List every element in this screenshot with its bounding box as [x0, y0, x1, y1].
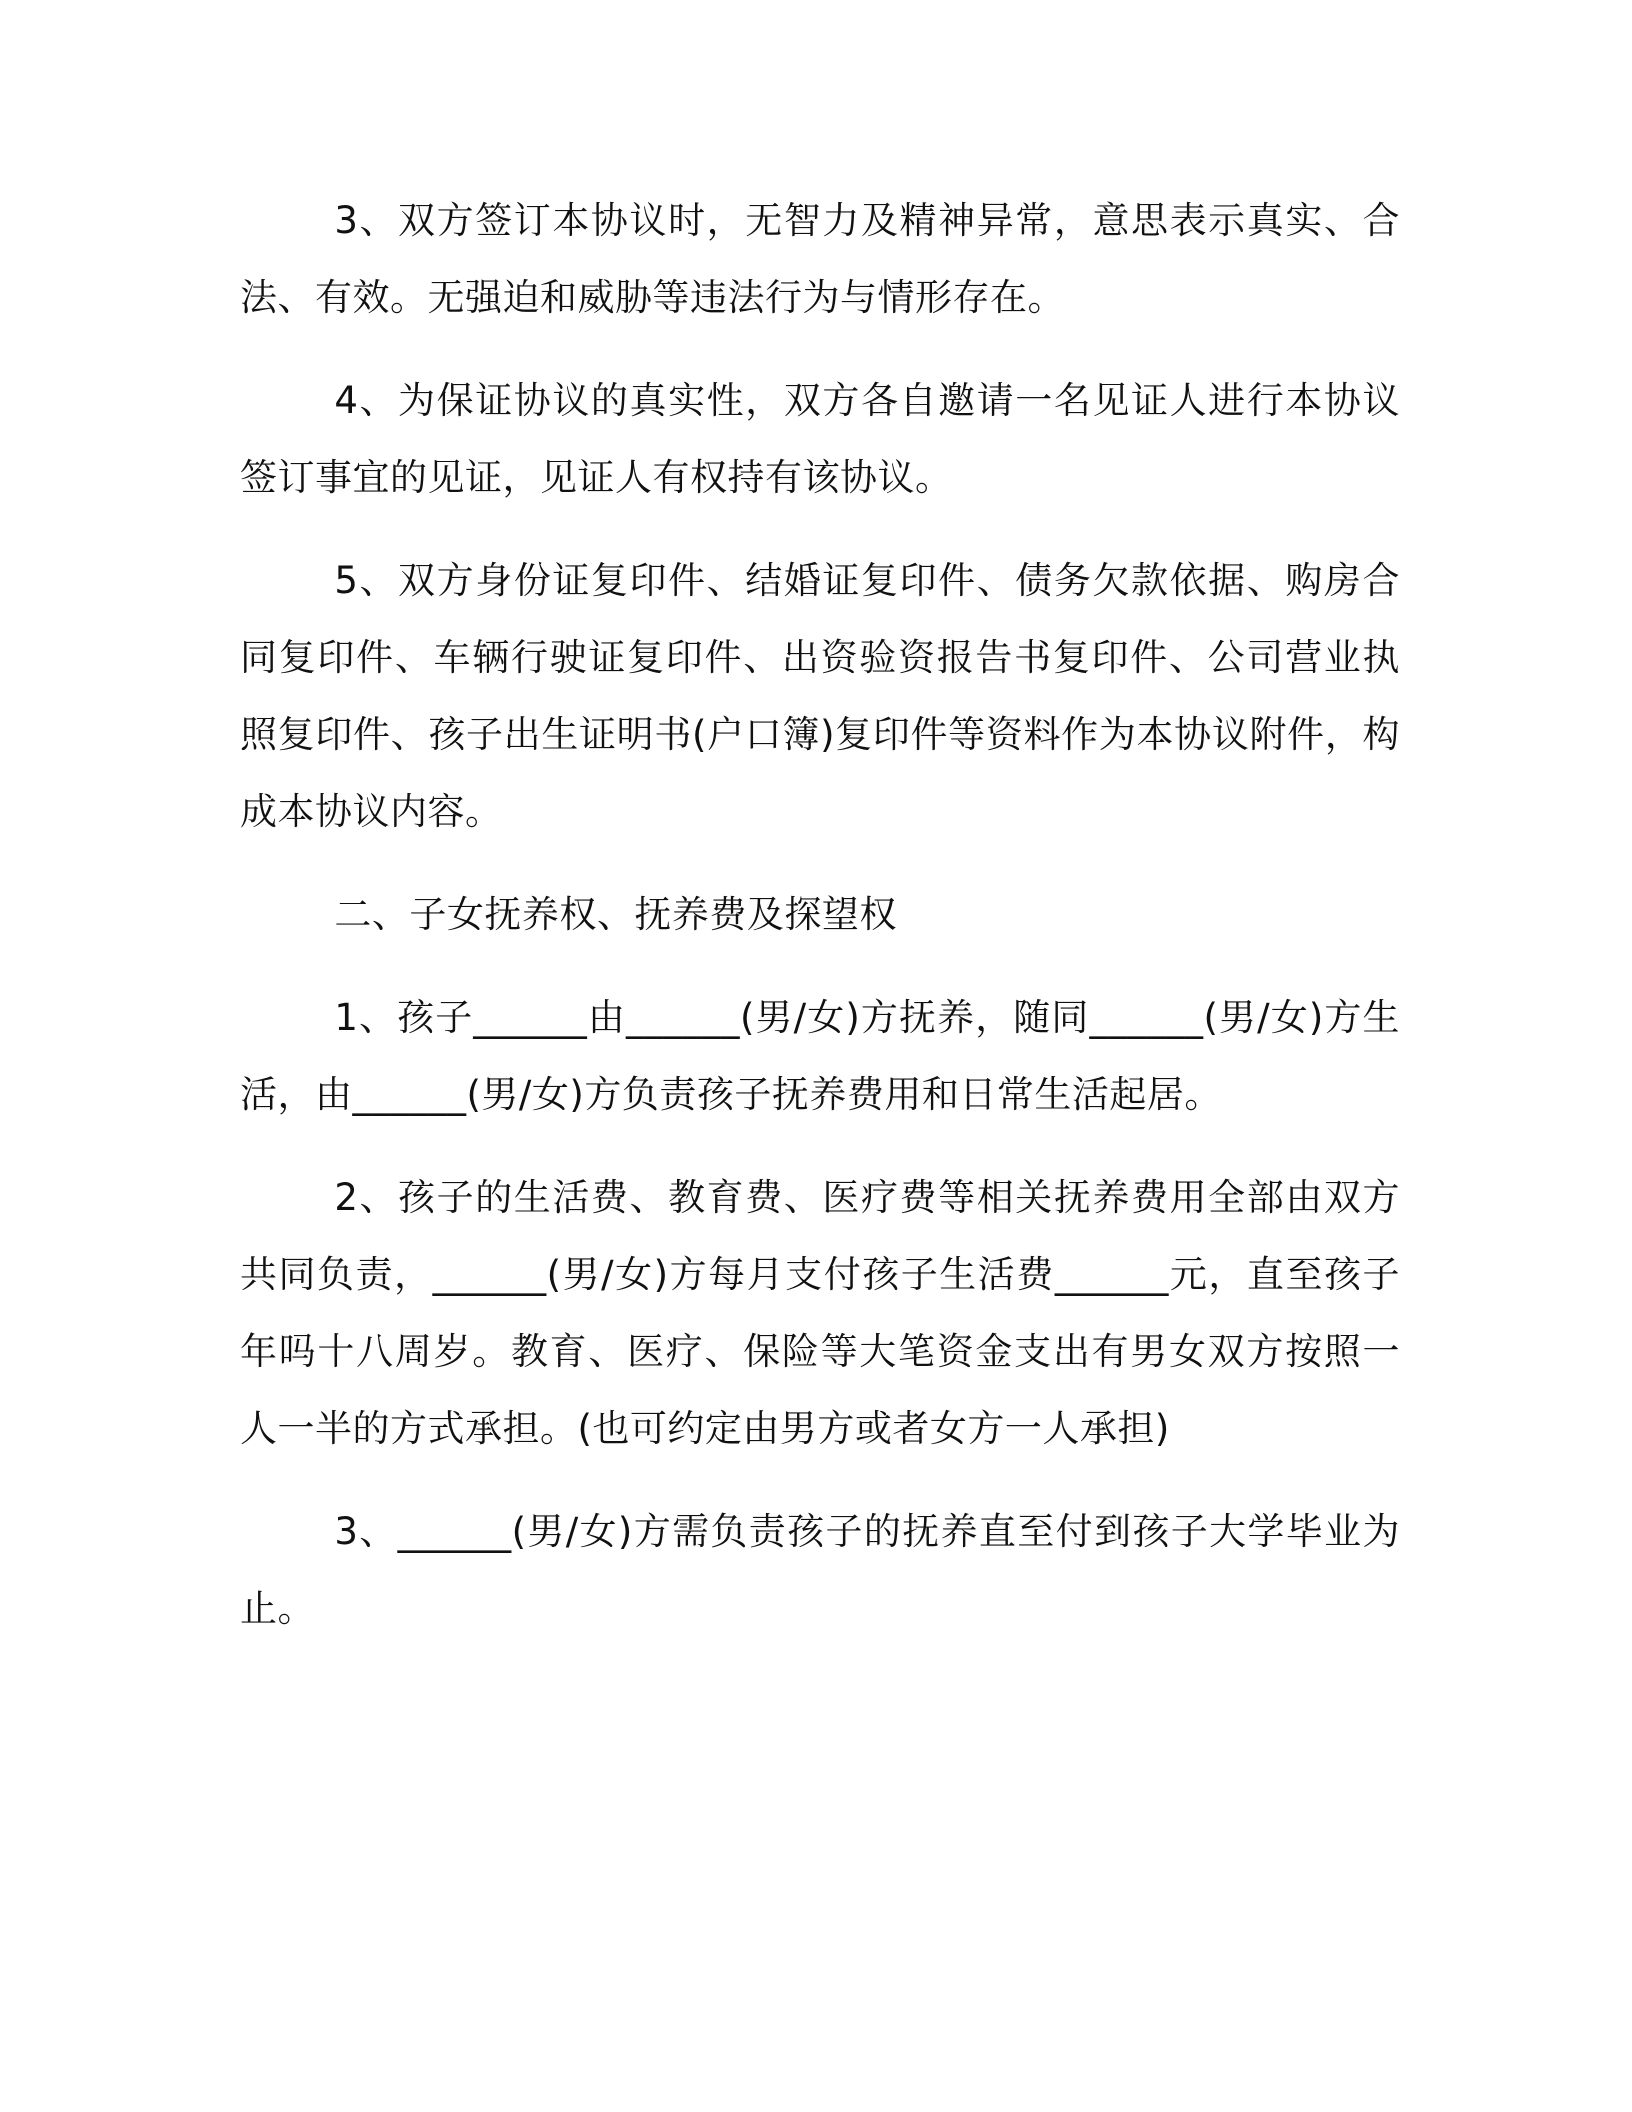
clause-4-witness: 4、为保证协议的真实性，双方各自邀请一名见证人进行本协议签订事宜的见证，见证人有权持有该协议。 — [240, 379, 1400, 499]
custody-clause-3: 3、______(男/女)方需负责孩子的抚养直至付到孩子大学毕业为止。 — [240, 1510, 1400, 1630]
section-heading-child-custody: 二、子女抚养权、抚养费及探望权 — [334, 893, 897, 936]
custody-clause-1: 1、孩子______由______(男/女)方抚养，随同______(男/女)方生活，由______(男/女)方负责孩子抚养费用和日常生活起居。 — [240, 996, 1400, 1116]
custody-clause-2: 2、孩子的生活费、教育费、医疗费等相关抚养费用全部由双方共同负责，______(男/女)方每月支付孩子生活费______元，直至孩子年吗十八周岁。教育、医疗、保险等大笔资金支出有男女双方按照一人一半的方式承担。(也可约定由男方或者女方一人承担) — [240, 1176, 1400, 1450]
document-body — [240, 182, 1400, 1673]
clause-5-attachments: 5、双方身份证复印件、结婚证复印件、债务欠款依据、购房合同复印件、车辆行驶证复印件、出资验资报告书复印件、公司营业执照复印件、孩子出生证明书(户口簿)复印件等资料作为本协议附件，构成本协议内容。 — [240, 559, 1400, 833]
clause-3-signing-validity: 3、双方签订本协议时，无智力及精神异常，意思表示真实、合法、有效。无强迫和威胁等违法行为与情形存在。 — [240, 199, 1400, 319]
